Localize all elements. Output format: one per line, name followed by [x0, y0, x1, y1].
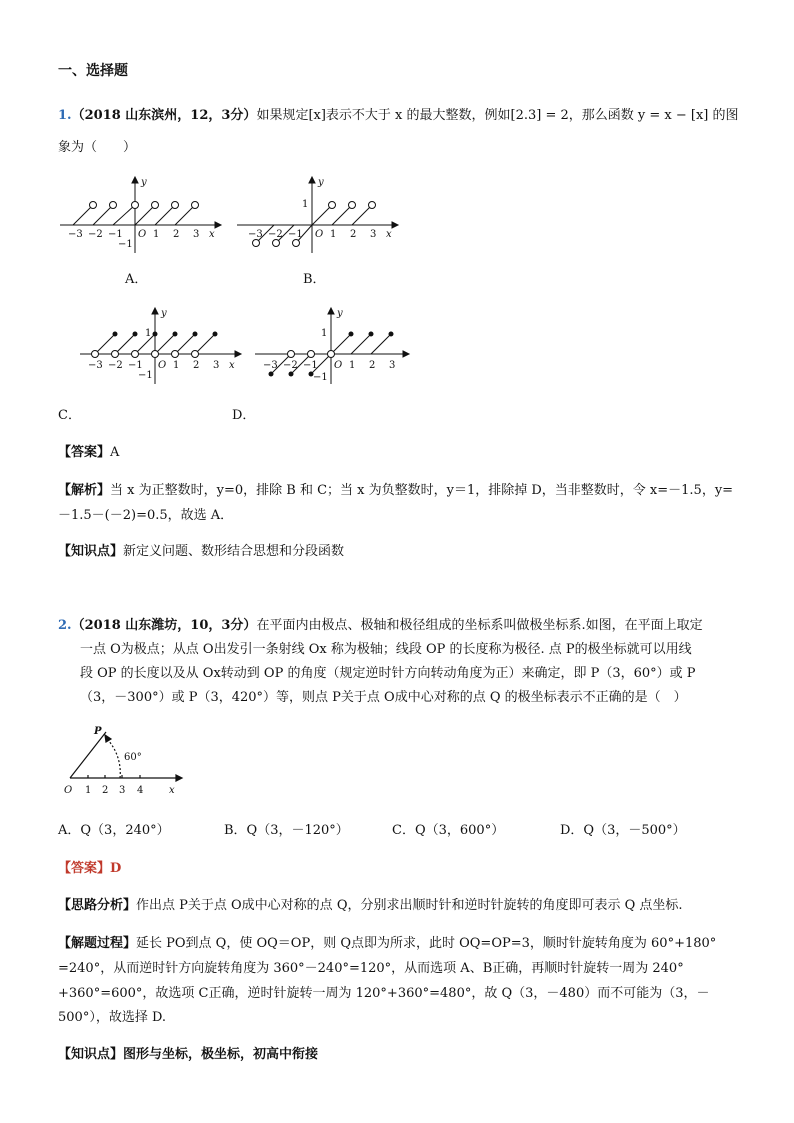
graph-a-x-label: x: [209, 229, 215, 240]
q2-line4: （3，－300°）或 P（3，420°）等，则点 P关于点 O成中心对称的点 Q 的极坐标表示不正确的是（ ）: [80, 690, 687, 705]
graph-d-tick: −2: [283, 360, 298, 371]
graph-a-y-arrow: [132, 177, 138, 183]
q2-line1: [58, 614, 703, 638]
tick-label: 1: [85, 785, 92, 796]
graph-c-tick: −1: [138, 370, 153, 381]
graph-a-origin: O: [138, 229, 147, 240]
graph-c-tick: −3: [88, 360, 103, 371]
q2-thinking-value: 作出点 P关于点 O成中心对称的点 Q，分别求出顺时针和逆时针旋转的角度即可表示 Q 点坐标.: [136, 898, 683, 913]
graph-d-tick: 2: [369, 360, 376, 371]
graph-b-y-label: y: [318, 177, 324, 188]
axis-x-label: x: [169, 785, 175, 796]
graph-a-seg: [93, 205, 113, 225]
q1-number: 1.: [58, 108, 72, 123]
graph-a-open-dot: [90, 202, 97, 209]
graph-a-tick: −2: [88, 229, 103, 240]
graph-a-tick: −3: [68, 229, 83, 240]
graph-a-tick: −1: [108, 229, 123, 240]
graph-a: [55, 175, 225, 255]
q1-analysis-line1: [58, 479, 733, 503]
q2-answer-label: 【答案】: [58, 861, 111, 876]
graph-d: [253, 306, 413, 386]
q1-line1: [58, 104, 739, 128]
section-title: 一、选择题: [58, 63, 128, 79]
q1-knowledge-value: 新定义问题、数形结合思想和分段函数: [123, 544, 345, 559]
option-b-label: B．: [303, 272, 326, 287]
angle-label: 60°: [124, 752, 142, 763]
graph-b-tick: 1: [330, 229, 337, 240]
polar-figure: [58, 720, 188, 802]
q1-answer: [58, 441, 119, 465]
graph-c-origin: O: [158, 360, 167, 371]
q2-process-line3: +360°=600°，故选项 C正确，逆时针旋转一周为 120°+360°=480°，故 Q（3，－480）而不可能为（3，－: [58, 986, 710, 1001]
graph-c-tick: 3: [213, 360, 220, 371]
graph-d-tick: 1: [321, 328, 328, 339]
graph-c-tick: −2: [108, 360, 123, 371]
graph-b-origin: O: [315, 229, 324, 240]
graph-a-seg: [73, 205, 93, 225]
graph-a-seg: [135, 205, 155, 225]
q2-knowledge-label: 【知识点】: [58, 1047, 124, 1062]
q1-analysis-line2: －1.5－(－2)=0.5，故选 A．: [58, 508, 234, 523]
option-c-label: C．: [58, 408, 81, 423]
graph-b-tick: 2: [350, 229, 357, 240]
graph-c-tick: 1: [145, 328, 152, 339]
option-d-label: D．: [232, 408, 256, 423]
q1-knowledge-label: 【知识点】: [58, 544, 124, 559]
graph-b-tick: 1: [302, 199, 309, 210]
angle-arc: [108, 740, 120, 778]
tick-label: 4: [137, 785, 144, 796]
graph-c-tick: −1: [128, 360, 143, 371]
graph-d-origin: O: [334, 360, 343, 371]
graph-b-tick: −2: [268, 229, 283, 240]
graph-c-y-label: y: [161, 308, 167, 319]
graph-d-tick: −3: [263, 360, 278, 371]
graph-d-y-label: y: [337, 308, 343, 319]
q2-process-text: 延长 PO到点 Q，使 OQ＝OP，则 Q点即为所求，此时 OQ=OP=3，顺时针旋转角度为 60°+180°: [136, 936, 717, 951]
angle-arc-arrow: [105, 735, 111, 742]
graph-a-seg: [175, 205, 195, 225]
q2-thinking-label: 【思路分析】: [58, 898, 137, 913]
graph-a-tick: 2: [173, 229, 180, 240]
graph-a-open-dot: [152, 202, 159, 209]
q2-line2: 一点 O为极点；从点 O出发引一条射线 Ox 称为极轴；线段 OP 的长度称为极径. 点 P的极坐标就可以用线: [80, 642, 692, 657]
option-a-label: A．: [125, 272, 148, 287]
q2-option-d: D．Q（3，－500°）: [560, 823, 686, 838]
q1-analysis-text: 当 x 为正整数时，y=0，排除 B 和 C；当 x 为负整数时，y＝1，排除掉 D，当非整数时，令 x=－1.5，y=: [110, 483, 734, 498]
q1-analysis-label: 【解析】: [58, 483, 111, 498]
graph-d-tick: 1: [349, 360, 356, 371]
graph-c-tick: 1: [173, 360, 180, 371]
q1-line2: 象为（ ）: [58, 140, 137, 155]
graph-d-tick: 3: [389, 360, 396, 371]
tick-label: 2: [102, 785, 109, 796]
graph-c: [75, 306, 245, 386]
polar-axis-arrow: [176, 775, 182, 781]
q2-number: 2.: [58, 618, 72, 633]
q2-process-line2: =240°，从而逆时针方向旋转角度为 360°－240°=120°，从而选项 A、B正确，再顺时针旋转一周为 240°: [58, 961, 684, 976]
graph-a-x-arrow: [215, 222, 221, 228]
graph-a-seg: [155, 205, 175, 225]
q2-thinking: [58, 894, 683, 918]
q2-knowledge: [58, 1043, 318, 1067]
tick-label: 3: [119, 785, 126, 796]
origin-label: O: [64, 785, 73, 796]
graph-a-open-dot: [192, 202, 199, 209]
q2-process-label: 【解题过程】: [58, 936, 137, 951]
point-p-label: P: [94, 726, 102, 737]
q2-answer: [58, 857, 121, 881]
graph-c-x-label: x: [229, 360, 235, 371]
graph-d-tick: −1: [303, 360, 318, 371]
q2-option-c: C．Q（3，600°）: [392, 823, 505, 838]
graph-b: [232, 175, 402, 255]
graph-a-open-dot: [172, 202, 179, 209]
q2-answer-value: D: [110, 861, 122, 876]
q2-knowledge-value: 图形与坐标，极坐标，初高中衔接: [123, 1047, 319, 1062]
graph-a-tick: 3: [193, 229, 200, 240]
graph-a-open-dot: [110, 202, 117, 209]
q2-process-line1: [58, 932, 716, 956]
q1-answer-label: 【答案】: [58, 445, 111, 460]
graph-b-tick: −1: [288, 229, 303, 240]
q1-answer-value: A: [110, 445, 120, 460]
graph-c-tick: 2: [193, 360, 200, 371]
q2-option-b: B．Q（3，－120°）: [224, 823, 349, 838]
q2-stem: 在平面内由极点、极轴和极径组成的坐标系叫做极坐标系.如图，在平面上取定: [256, 618, 703, 633]
graph-b-tick: −3: [248, 229, 263, 240]
q2-option-a: A．Q（3，240°）: [58, 823, 170, 838]
graph-a-seg: [113, 205, 135, 225]
graph-d-tick: −1: [313, 372, 328, 383]
q1-knowledge: [58, 540, 344, 564]
q2-line3: 段 OP 的长度以及从 Ox转动到 OP 的角度（规定逆时针方向转动角度为正）来确定，即 P（3，60°）或 P: [80, 666, 696, 681]
graph-a-open-dot: [132, 202, 139, 209]
graph-b-tick: 3: [370, 229, 377, 240]
q1-stem: 如果规定[x]表示不大于 x 的最大整数，例如[2.3] = 2，那么函数 y = x − [x] 的图: [256, 108, 739, 123]
q2-process-line4: 500°），故选择 D.: [58, 1010, 167, 1025]
graph-a-tick: −1: [118, 239, 133, 250]
q1-source: （2018 山东滨州，12，3分）: [71, 108, 257, 123]
graph-a-tick: 1: [153, 229, 160, 240]
q2-source: （2018 山东潍坊，10，3分）: [71, 618, 257, 633]
op-segment: [70, 732, 106, 778]
graph-b-x-label: x: [386, 229, 392, 240]
graph-a-y-label: y: [141, 177, 147, 188]
